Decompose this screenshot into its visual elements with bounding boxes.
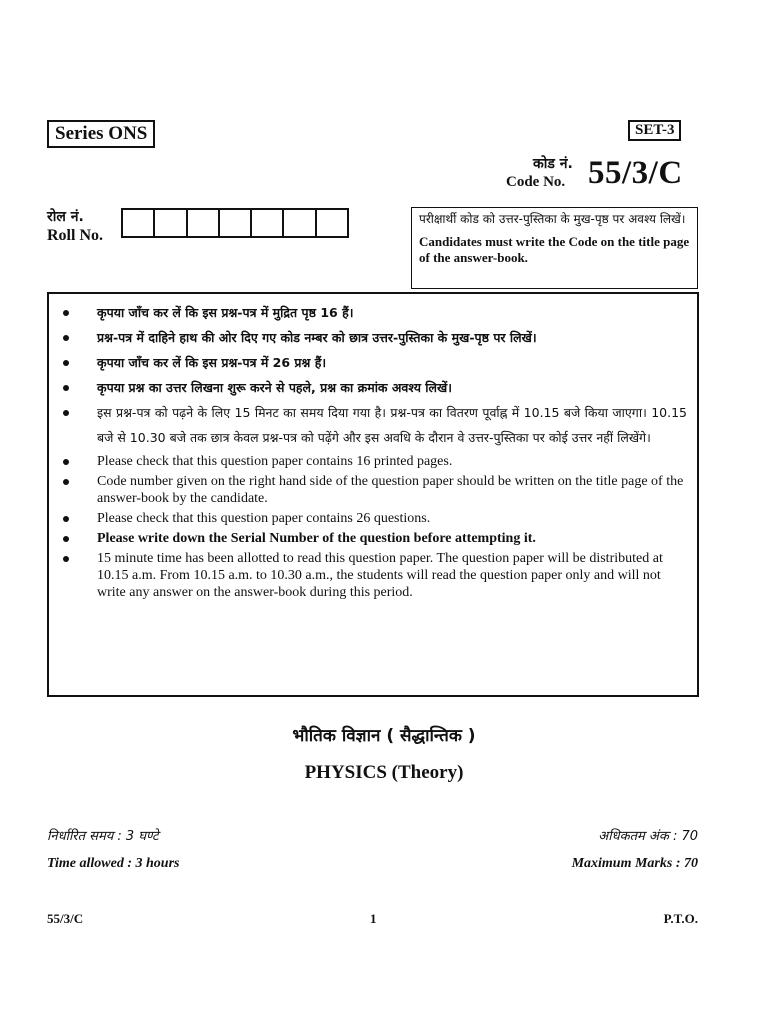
instruction-hi-3: कृपया जाँच कर लें कि इस प्रश्न-पत्र में 26 प्रश्न हैं। bbox=[61, 350, 687, 375]
instruction-hi-5: इस प्रश्न-पत्र को पढ़ने के लिए 15 मिनट का समय दिया गया है। प्रश्न-पत्र का वितरण पूर्वाह्न में 10.15 बजे किया जाएगा। 10.15 बजे से 10.30 बजे तक छात्र केवल प्रश्न-पत्र को पढ़ेंगे और इस अवधि के दौरान वे उत्तर-पुस्तिका पर कोई उत्तर नहीं लिखेंगे। bbox=[61, 400, 687, 450]
bullet-icon bbox=[63, 556, 69, 562]
roll-digit-box[interactable] bbox=[284, 210, 316, 236]
instruction-en-3: Please check that this question paper contains 26 questions. bbox=[61, 510, 687, 527]
series-label: Series ONS bbox=[47, 120, 155, 148]
bullet-icon bbox=[63, 536, 69, 542]
roll-digit-box[interactable] bbox=[252, 210, 284, 236]
time-allowed-hi: निर्धारित समय : 3 घण्टे bbox=[47, 829, 159, 844]
candidate-note-box bbox=[411, 207, 698, 289]
bullet-icon bbox=[63, 459, 69, 465]
max-marks-hi: अधिकतम अंक : 70 bbox=[598, 829, 698, 844]
instruction-hi-1: कृपया जाँच कर लें कि इस प्रश्न-पत्र में मुद्रित पृष्ठ 16 हैं। bbox=[61, 300, 687, 325]
roll-label-en: Roll No. bbox=[47, 227, 103, 244]
code-label-en: Code No. bbox=[506, 174, 566, 190]
pto-label: P.T.O. bbox=[663, 911, 698, 926]
bullet-icon bbox=[63, 479, 69, 485]
roll-digit-box[interactable] bbox=[220, 210, 252, 236]
max-marks-en: Maximum Marks : 70 bbox=[571, 856, 698, 871]
roll-digit-box[interactable] bbox=[123, 210, 155, 236]
instruction-en-4: Please write down the Serial Number of the question before attempting it. bbox=[61, 530, 687, 547]
instruction-hi-4: कृपया प्रश्न का उत्तर लिखना शुरू करने से पहले, प्रश्न का क्रमांक अवश्य लिखें। bbox=[61, 375, 687, 400]
bullet-icon bbox=[63, 335, 69, 341]
page-number: 1 bbox=[370, 911, 377, 926]
set-label: SET-3 bbox=[628, 120, 681, 141]
bullet-icon bbox=[63, 516, 69, 522]
roll-digit-box[interactable] bbox=[317, 210, 347, 236]
instruction-en-5: 15 minute time has been allotted to read this question paper. The question paper will be distributed at 10.15 a.m. From 10.15 a.m. to 10.30 a.m., the students will read the question paper only and will not write any answer on the answer-book during this period. bbox=[61, 550, 687, 601]
subject-title-hi: भौतिक विज्ञान ( सैद्धान्तिक ) bbox=[292, 726, 476, 746]
candidate-note-en: Candidates must write the Code on the title page of the answer-book. bbox=[419, 234, 690, 265]
roll-digit-box[interactable] bbox=[188, 210, 220, 236]
subject-title-en: PHYSICS (Theory) bbox=[304, 762, 464, 783]
instruction-hi-2: प्रश्न-पत्र में दाहिने हाथ की ओर दिए गए कोड नम्बर को छात्र उत्तर-पुस्तिका के मुख-पृष्ठ पर लिखें। bbox=[61, 325, 687, 350]
roll-number-boxes[interactable] bbox=[121, 208, 349, 238]
candidate-note-hi: परीक्षार्थी कोड को उत्तर-पुस्तिका के मुख-पृष्ठ पर अवश्य लिखें। bbox=[419, 212, 686, 226]
bullet-icon bbox=[63, 360, 69, 366]
bullet-icon bbox=[63, 410, 69, 416]
bullet-icon bbox=[63, 310, 69, 316]
code-label-hi: कोड नं. bbox=[533, 156, 573, 172]
footer-code: 55/3/C bbox=[47, 911, 84, 926]
roll-label-hi: रोल नं. bbox=[47, 209, 84, 225]
bullet-icon bbox=[63, 385, 69, 391]
roll-digit-box[interactable] bbox=[155, 210, 187, 236]
instructions-list bbox=[61, 300, 687, 601]
instruction-en-2: Code number given on the right hand side of the question paper should be written on the title page of the answer-book by the candidate. bbox=[61, 473, 687, 507]
code-number: 55/3/C bbox=[588, 155, 683, 191]
instructions-box bbox=[47, 292, 699, 697]
instruction-en-1: Please check that this question paper contains 16 printed pages. bbox=[61, 453, 687, 470]
time-allowed-en: Time allowed : 3 hours bbox=[47, 856, 180, 871]
